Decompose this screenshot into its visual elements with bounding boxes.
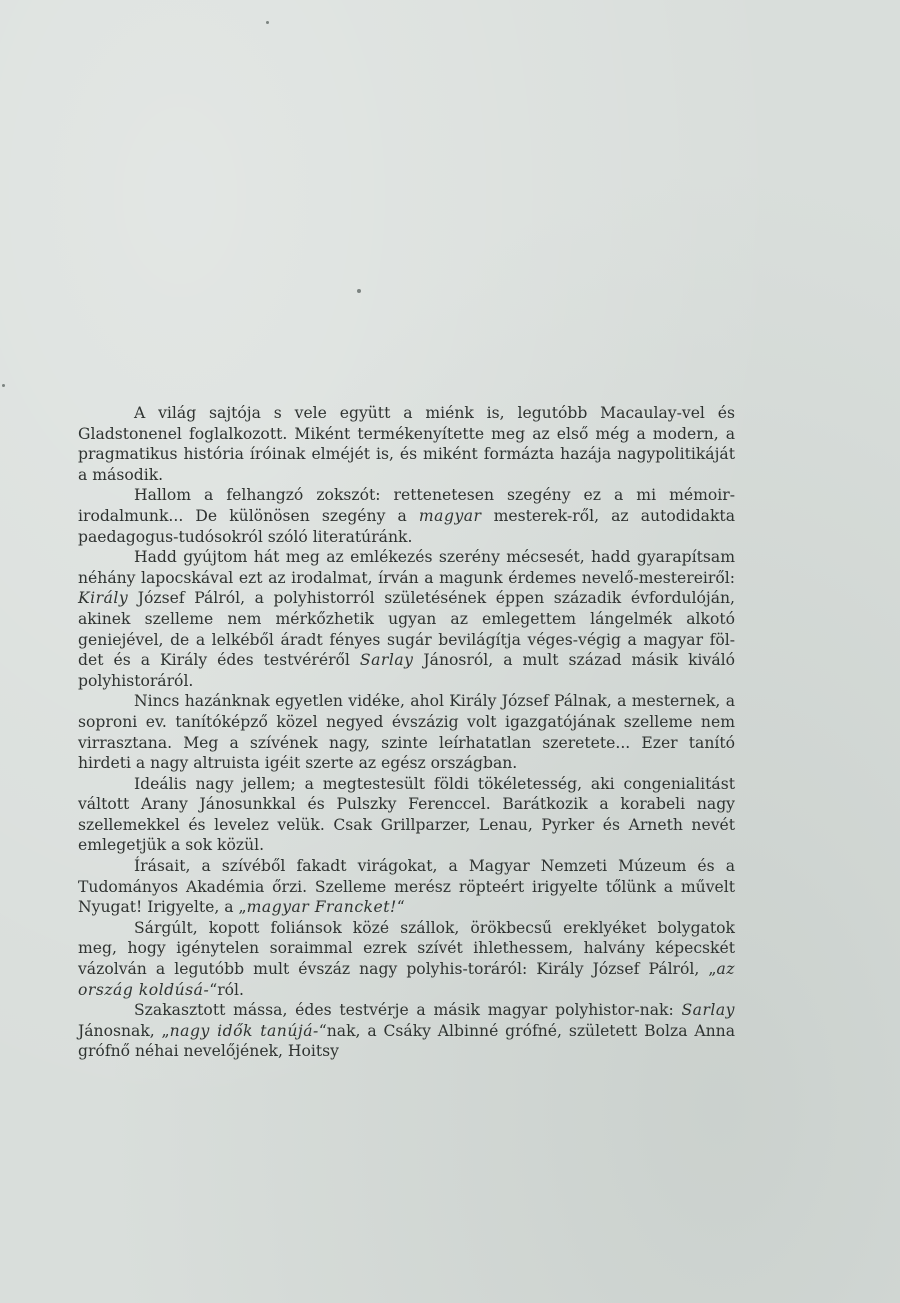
text-run: Hadd gyújtom hát meg az emlékezés szerény mécsesét, hadd gyarapítsam néhány lapocskával ezt az irodalmat, írván a magunk érdemes nevelő-mestereiről: bbox=[78, 548, 735, 587]
paragraph bbox=[78, 547, 735, 691]
text-run: “ról. bbox=[209, 980, 244, 999]
emphasis-text: magyar Francket! bbox=[246, 898, 397, 917]
paper-speck bbox=[357, 289, 361, 293]
paragraph bbox=[78, 774, 735, 856]
text-run: “ bbox=[396, 898, 405, 917]
paragraph bbox=[78, 485, 735, 547]
emphasis-text: magyar bbox=[418, 506, 482, 525]
text-run: mesterek-ről, az autodidakta paedagogus-tudósokról szóló literatúránk. bbox=[78, 506, 735, 546]
paragraph bbox=[78, 691, 735, 773]
paper-speck bbox=[2, 384, 5, 387]
emphasis-text: nagy idők tanújá- bbox=[169, 1021, 319, 1040]
paragraph bbox=[78, 403, 735, 485]
paragraph bbox=[78, 1000, 735, 1062]
text-run: Sárgúlt, kopott foliánsok közé szállok, örökbecsű ereklyéket bolygatok meg, hogy igénytelen soraimmal ezrek szívét ihlethessem, halvány képecskét vázolván a legutóbb mult évszáz nagy polyhis-toráról: Király József Pálról, „ bbox=[78, 918, 735, 979]
paper-speck bbox=[266, 21, 269, 24]
body-text bbox=[78, 403, 735, 1062]
paragraph bbox=[78, 856, 735, 918]
text-run: József Pálról, a polyhistorról születésének éppen századik évfordulóján, akinek szelleme nem mérkőzhetik ugyan az emlegettem lángelmék alkotó geniejével, de a lelkéből áradt fényes sugár bevilágítja véges-végig a magyar föl-det és a Király édes testvéréről bbox=[78, 589, 735, 670]
text-run: A világ sajtója s vele együtt a miénk is, legutóbb Macaulay-vel és Gladstonenel foglalkozott. Miként termékenyítette meg az első még a modern, a pragmatikus história íróinak elméjét is, és miként formázta hazája nagypolitikáját a második. bbox=[78, 404, 735, 484]
emphasis-text: Sarlay bbox=[359, 651, 414, 670]
paragraph bbox=[78, 918, 735, 1000]
emphasis-text: Sarlay bbox=[681, 1001, 735, 1020]
text-run: Jánosról, a mult század másik kiváló polyhistoráról. bbox=[78, 651, 735, 690]
text-run: Szakasztott mássa, édes testvérje a másik magyar polyhistor-nak: bbox=[134, 1001, 682, 1020]
text-run: Jánosnak, „ bbox=[78, 1021, 170, 1040]
text-run: Nincs hazánknak egyetlen vidéke, ahol Király József Pálnak, a mesternek, a soproni ev. tanítóképző közel negyed évszázig volt igazgatójának szelleme nem virrasztana. Meg a szívének nagy, szinte leírhatatlan szeretete... Ezer tanító hirdeti a nagy altruista igéit szerte az egész országban. bbox=[78, 692, 735, 773]
text-run: Hallom a felhangzó zokszót: rettenetesen szegény ez a mi mémoir-irodalmunk... De különösen szegény a bbox=[78, 486, 735, 525]
emphasis-text: Király bbox=[78, 589, 129, 608]
text-run: Ideális nagy jellem; a megtestesült földi tökéletesség, aki congenialitást váltott Arany Jánosunkkal és Pulszky Ferenccel. Barátkozik a korabeli nagy szellemekkel és levelez velük. Csak Grillparzer, Lenau, Pyrker és Arneth nevét emlegetjük a sok közül. bbox=[78, 774, 735, 855]
text-run: “nak, a Csáky Albinné grófné, született Bolza Anna grófnő néhai nevelőjének, Hoitsy bbox=[78, 1021, 735, 1061]
emphasis-text: az ország koldúsá- bbox=[78, 960, 735, 999]
text-run: Írásait, a szívéből fakadt virágokat, a Magyar Nemzeti Múzeum és a Tudományos Akadémia őrzi. Szelleme merész röpteért irigyelte tőlünk a művelt Nyugat! Irigyelte, a „ bbox=[78, 857, 735, 917]
